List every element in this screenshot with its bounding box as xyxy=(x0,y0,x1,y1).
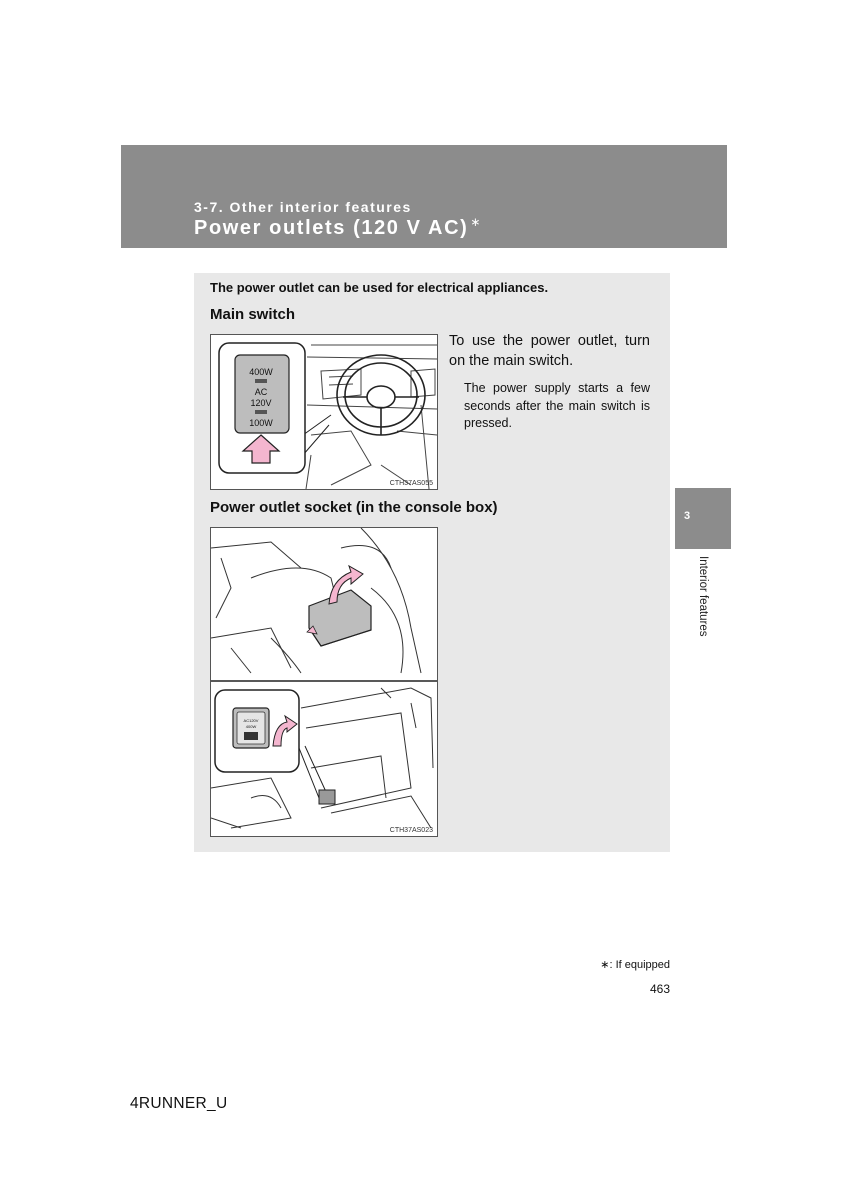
switch-label-400w: 400W xyxy=(249,367,273,377)
switch-label-120v: 120V xyxy=(250,398,272,408)
page-title-text: Power outlets (120 V AC) xyxy=(194,217,469,239)
socket-label-400w: 400W xyxy=(245,724,257,729)
chapter-number: 3 xyxy=(684,510,691,522)
document-code: 4RUNNER_U xyxy=(130,1095,228,1112)
steering-wheel xyxy=(337,355,425,435)
console-upper-lines xyxy=(211,528,421,673)
main-switch-instruction: To use the power outlet, turn on the main switch. xyxy=(449,333,650,369)
console-lid xyxy=(309,590,371,646)
section-label: 3-7. Other interior features xyxy=(194,199,412,215)
main-switch-figure xyxy=(210,334,438,490)
main-switch-heading: Main switch xyxy=(210,306,296,323)
main-switch-note: The power supply starts a few seconds after the main switch is pressed. xyxy=(464,381,650,430)
socket-figure xyxy=(210,527,438,837)
chapter-label: Interior features xyxy=(697,556,709,637)
socket-label-ac120v: AC120V xyxy=(243,718,259,723)
equipped-mark: ∗ xyxy=(470,215,483,229)
page-number: 463 xyxy=(649,982,670,996)
socket-heading: Power outlet socket (in the console box) xyxy=(210,499,498,516)
figure-code-2: CTH37AS023 xyxy=(389,827,433,834)
main-switch-illustration xyxy=(211,335,437,489)
console-illustration xyxy=(211,528,437,836)
page-title xyxy=(194,217,482,240)
figure-code-1: CTH37AS055 xyxy=(389,480,433,487)
switch-label-ac: AC xyxy=(254,387,268,397)
footnote: ∗: If equipped xyxy=(600,959,670,971)
intro-text: The power outlet can be used for electrical appliances. xyxy=(210,280,549,295)
switch-label-100w: 100W xyxy=(249,418,273,428)
socket-location xyxy=(319,790,335,804)
